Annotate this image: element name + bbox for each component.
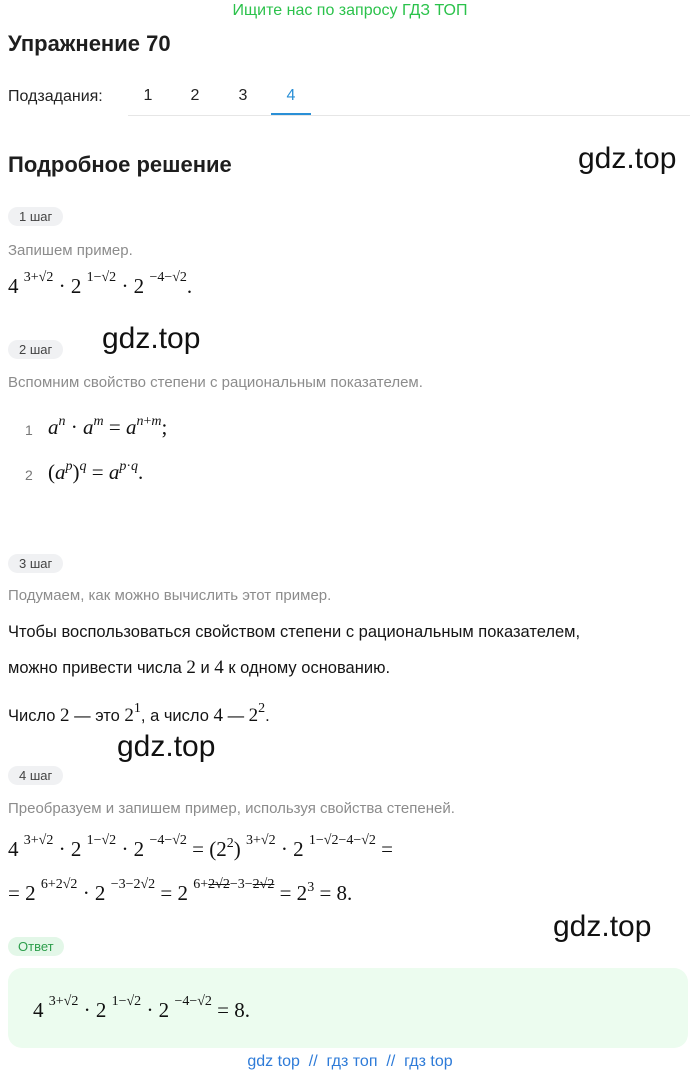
step-4-formula-line-1: 4 $^{3+√2}$ · 2 $^{1-√2}$ · 2 $^{-4-√2} = (2^2) ^{3+√2} \cdot 2$ $^{1-√2-4-√2}$ = bbox=[8, 833, 394, 861]
property-2-formula: $(a^p)^q = a^{p\cdot q}$. bbox=[48, 459, 144, 484]
section-title: Подробное решение bbox=[8, 152, 232, 177]
watermark: gdz.top bbox=[578, 142, 677, 175]
watermark: gdz.top bbox=[553, 910, 652, 943]
step-4-hint: Преобразуем и запишем пример, используя свойства степеней. bbox=[8, 800, 455, 817]
step-4-formula-line-2: = 2 $^{6+2√2}$ · 2 $^{-3-2√2}$ = 2 $^{6+2√2-3-2√2} = 2^3 = 8$. bbox=[8, 877, 353, 905]
answer-badge: Ответ bbox=[8, 937, 64, 956]
step-3-text-line-2: можно привести числа 2 и 4 к одному основанию. bbox=[8, 657, 391, 678]
tab-1[interactable]: 1 bbox=[143, 87, 153, 104]
watermark: gdz.top bbox=[102, 322, 201, 355]
step-2-hint: Вспомним свойство степени с рациональным показателем. bbox=[8, 374, 423, 391]
page-title: Упражнение 70 bbox=[8, 31, 171, 56]
watermark: gdz.top bbox=[117, 730, 216, 763]
step-3-badge: 3 шаг bbox=[8, 554, 63, 573]
tab-2[interactable]: 2 bbox=[190, 87, 200, 104]
tab-4[interactable]: 4 bbox=[286, 87, 296, 104]
answer-formula: 4 $^{3+√2}$ · 2 $^{1-√2}$ · 2 $^{-4-√2}$ = 8. bbox=[33, 994, 251, 1022]
promo-banner: Ищите нас по запросу ГДЗ ТОП bbox=[232, 2, 468, 19]
step-1-badge: 1 шаг bbox=[8, 207, 63, 226]
property-1-formula: $a^n \cdot a^m = a^{n+m}$; bbox=[48, 414, 168, 439]
step-3-hint: Подумаем, как можно вычислить этот пример. bbox=[8, 587, 332, 604]
subtasks-tabs bbox=[128, 76, 690, 116]
active-tab-indicator bbox=[271, 113, 311, 115]
step-3-text-line-1: Чтобы воспользоваться свойством степени с рациональным показателем, bbox=[8, 623, 581, 641]
step-4-badge: 4 шаг bbox=[8, 766, 63, 785]
answer-box bbox=[8, 968, 688, 1048]
step-3-text-line-3: Число 2 — это $2^1$, а число 4 — $2^2$. bbox=[8, 701, 270, 726]
tab-3[interactable]: 3 bbox=[238, 87, 248, 104]
step-2-badge: 2 шаг bbox=[8, 340, 63, 359]
list-number: 1 bbox=[25, 422, 33, 438]
subtasks-label: Подзадания: bbox=[8, 88, 103, 105]
step-1-hint: Запишем пример. bbox=[8, 242, 133, 259]
step-1-formula: 4 $^{3+√2}$ · 2 $^{1-√2}$ · 2 $^{-4-√2}$. bbox=[8, 270, 193, 298]
list-number: 2 bbox=[25, 467, 33, 483]
footer-links[interactable]: gdz top // гдз топ // гдз top bbox=[247, 1053, 453, 1070]
